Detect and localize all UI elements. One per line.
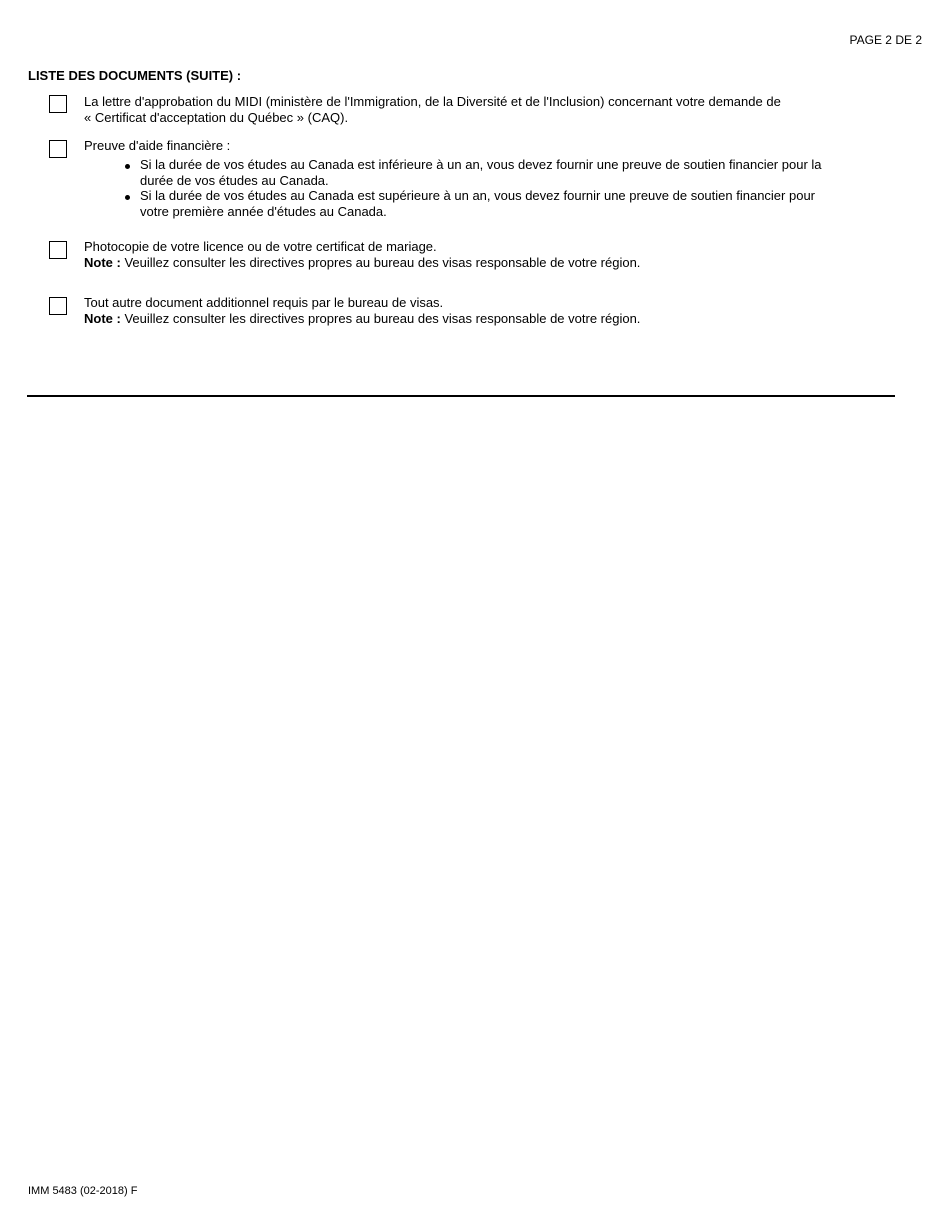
bullet-item [140, 157, 904, 189]
item-text-marriage-certificate [84, 239, 904, 271]
item-text-line: Photocopie de votre licence ou de votre certificat de mariage. [84, 239, 437, 254]
page-number: PAGE 2 DE 2 [849, 33, 922, 47]
item-text-additional-documents [84, 295, 904, 327]
note-label: Note : [84, 255, 121, 270]
checkbox-midi-letter[interactable] [49, 95, 67, 113]
bullet-icon [125, 164, 130, 169]
bullet-line: votre première année d'études au Canada. [140, 204, 387, 219]
checkbox-additional-documents[interactable] [49, 297, 67, 315]
bullet-line: Si la durée de vos études au Canada est inférieure à un an, vous devez fournir une preuve de soutien financier pour la [140, 157, 822, 172]
note [84, 311, 904, 327]
section-title: LISTE DES DOCUMENTS (SUITE) : [28, 68, 242, 83]
note-text: Veuillez consulter les directives propres au bureau des visas responsable de votre région. [120, 255, 641, 270]
item-text-midi-letter [84, 94, 904, 126]
checkbox-financial-support[interactable] [49, 140, 67, 158]
item-text-line: La lettre d'approbation du MIDI (ministère de l'Immigration, de la Diversité et de l'Inclusion) concernant votre demande de [84, 94, 781, 109]
note-text: Veuillez consulter les directives propres au bureau des visas responsable de votre région. [120, 311, 641, 326]
item-text-line: Tout autre document additionnel requis par le bureau de visas. [84, 295, 444, 310]
item-text-line: « Certificat d'acceptation du Québec » (CAQ). [84, 110, 349, 125]
bullet-item [140, 188, 904, 220]
item-text-line: Preuve d'aide financière : [84, 138, 231, 153]
note [84, 255, 904, 271]
checkbox-marriage-certificate[interactable] [49, 241, 67, 259]
item-text-financial-support [84, 138, 904, 220]
bullet-line: Si la durée de vos études au Canada est supérieure à un an, vous devez fournir une preuve de soutien financier pour [140, 188, 815, 203]
note-label: Note : [84, 311, 121, 326]
financial-support-bullets [84, 157, 904, 220]
form-number: IMM 5483 (02-2018) F [28, 1185, 138, 1197]
horizontal-rule [27, 395, 895, 397]
bullet-icon [125, 195, 130, 200]
bullet-line: durée de vos études au Canada. [140, 173, 329, 188]
